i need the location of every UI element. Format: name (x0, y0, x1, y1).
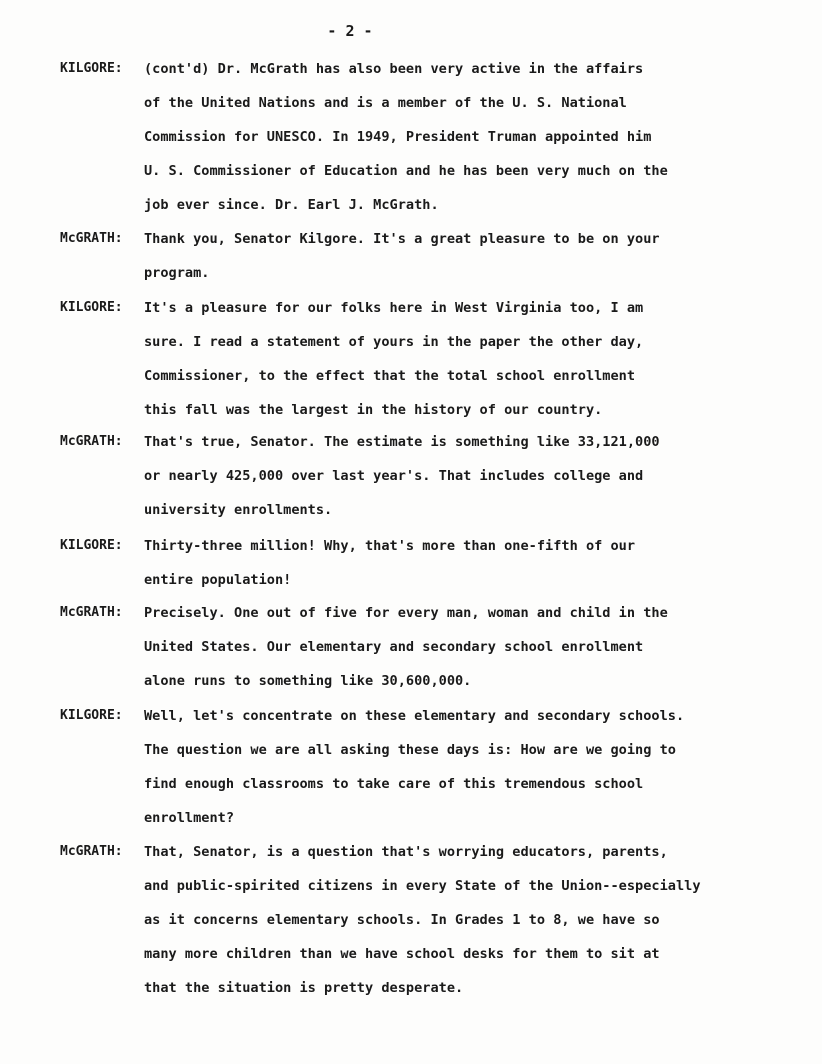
speaker-label: KILGORE: (60, 538, 123, 553)
speech-line: or nearly 425,000 over last year's. That includes college and (144, 468, 644, 484)
speaker-label: KILGORE: (60, 300, 123, 315)
speech-line: that the situation is pretty desperate. (144, 980, 464, 996)
speech-line: enrollment? (144, 810, 235, 826)
speaker-label: McGRATH: (60, 434, 123, 449)
speech-line: Precisely. One out of five for every man, woman and child in the (144, 605, 668, 621)
speech-line: Commission for UNESCO. In 1949, President Truman appointed him (144, 129, 652, 145)
speech-line: The question we are all asking these days is: How are we going to (144, 742, 676, 758)
speech-text (144, 222, 744, 290)
speech-line: of the United Nations and is a member of the U. S. National (144, 95, 627, 111)
speech-text (144, 52, 744, 222)
speech-text (144, 529, 744, 597)
speaker-label: McGRATH: (60, 605, 123, 620)
speaker-label: KILGORE: (60, 61, 123, 76)
speech-line: United States. Our elementary and secondary school enrollment (144, 639, 644, 655)
speech-line: many more children than we have school desks for them to sit at (144, 946, 660, 962)
speech-line: and public-spirited citizens in every State of the Union--especially (144, 878, 701, 894)
speech-line: Thank you, Senator Kilgore. It's a great pleasure to be on your (144, 231, 660, 247)
speech-text (144, 291, 744, 427)
speech-text (144, 596, 744, 698)
speech-line: U. S. Commissioner of Education and he has been very much on the (144, 163, 668, 179)
speaker-label: McGRATH: (60, 231, 123, 246)
speech-line: entire population! (144, 572, 292, 588)
speech-line: find enough classrooms to take care of this tremendous school (144, 776, 644, 792)
speech-line: job ever since. Dr. Earl J. McGrath. (144, 197, 439, 213)
speech-line: program. (144, 265, 210, 281)
page-number: - 2 - (327, 22, 373, 40)
speech-line: as it concerns elementary schools. In Grades 1 to 8, we have so (144, 912, 660, 928)
speech-line: That, Senator, is a question that's worrying educators, parents, (144, 844, 668, 860)
speech-line: Well, let's concentrate on these elementary and secondary schools. (144, 708, 685, 724)
speech-line: university enrollments. (144, 502, 333, 518)
speaker-label: KILGORE: (60, 708, 123, 723)
speech-text (144, 835, 744, 1005)
speech-line: That's true, Senator. The estimate is something like 33,121,000 (144, 434, 660, 450)
speech-text (144, 425, 744, 527)
speech-line: alone runs to something like 30,600,000. (144, 673, 472, 689)
speech-line: sure. I read a statement of yours in the paper the other day, (144, 334, 644, 350)
speech-text (144, 699, 744, 835)
speaker-label: McGRATH: (60, 844, 123, 859)
speech-line: It's a pleasure for our folks here in West Virginia too, I am (144, 300, 644, 316)
speech-line: this fall was the largest in the history of our country. (144, 402, 603, 418)
speech-line: Commissioner, to the effect that the total school enrollment (144, 368, 636, 384)
speech-line: Thirty-three million! Why, that's more than one-fifth of our (144, 538, 636, 554)
speech-line: (cont'd) Dr. McGrath has also been very active in the affairs (144, 61, 644, 77)
